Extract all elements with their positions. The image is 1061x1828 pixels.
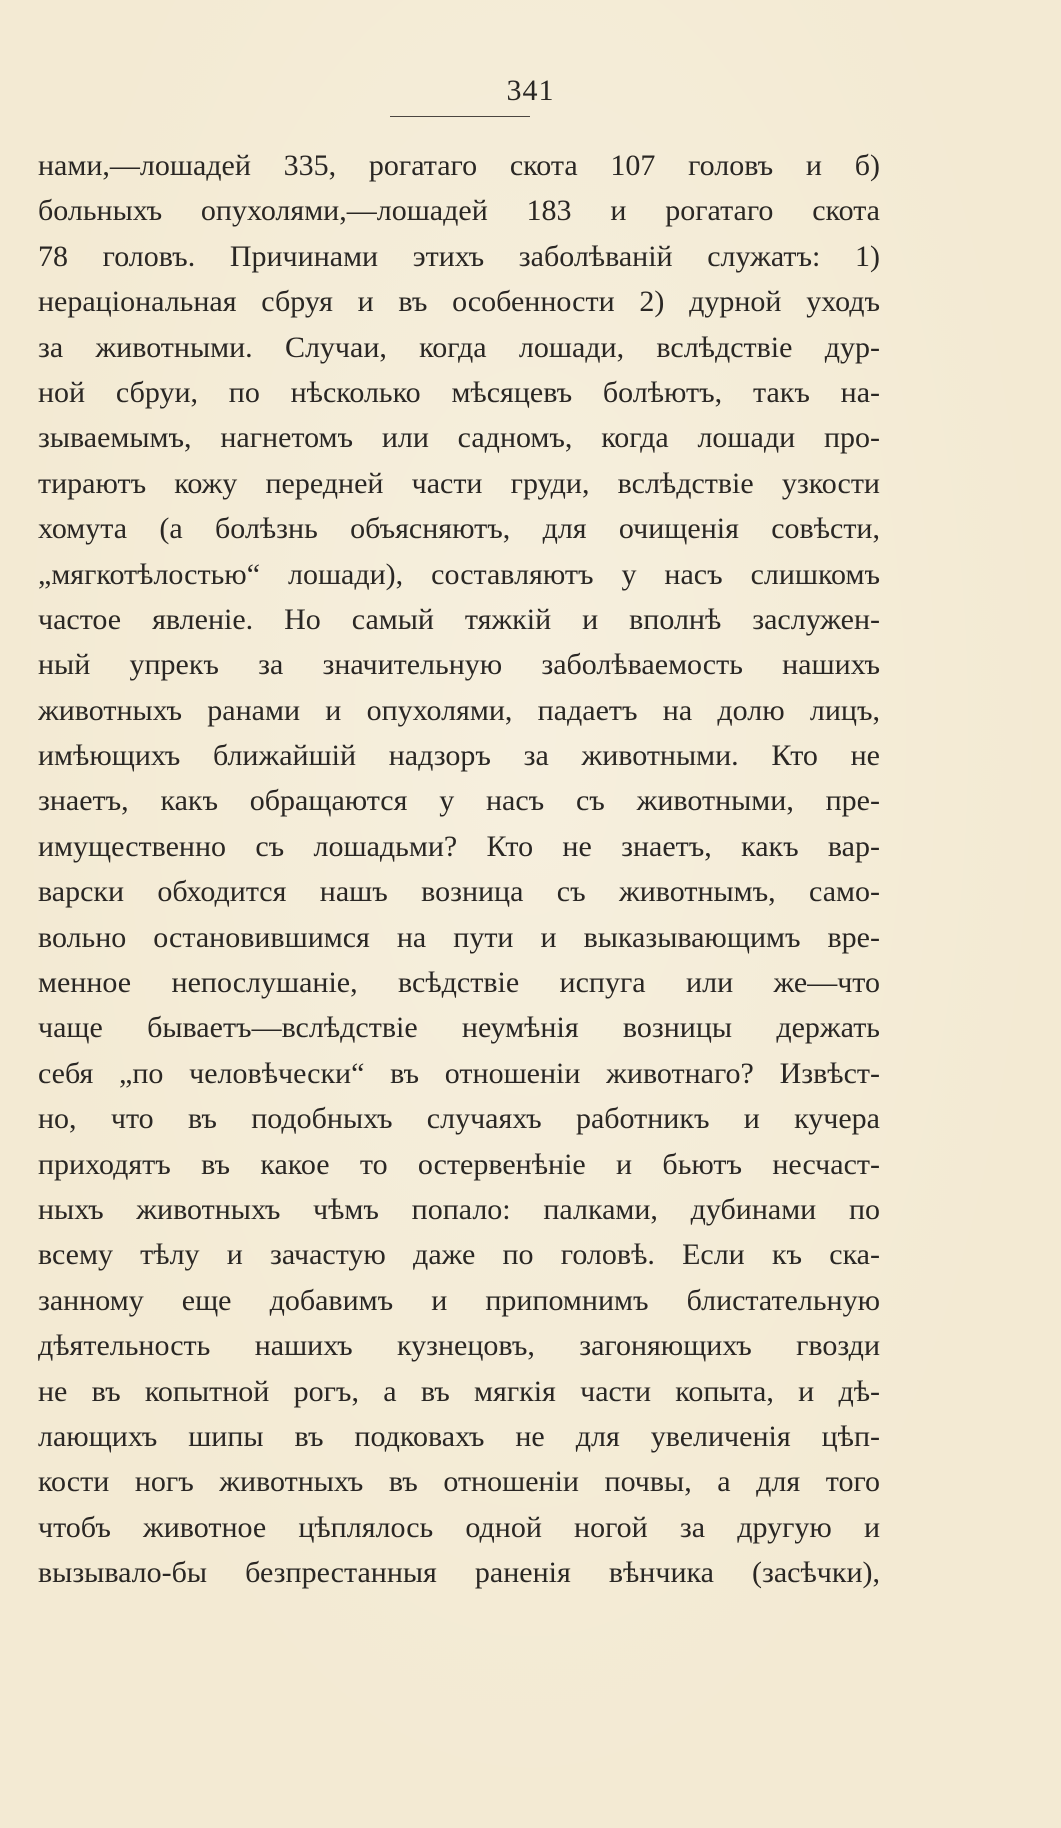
- text-line: частое явленіе. Но самый тяжкій и вполнѣ заслужен-: [38, 602, 880, 636]
- text-line: 78 головъ. Причинами этихъ заболѣваній служатъ: 1): [38, 239, 880, 273]
- text-line: но, что въ подобныхъ случаяхъ работникъ и кучера: [38, 1102, 880, 1136]
- text-line: чтобъ животное цѣплялось одной ногой за другую и: [38, 1510, 880, 1544]
- text-line: не въ копытной рогъ, а въ мягкія части копыта, и дѣ-: [38, 1374, 880, 1408]
- text-line: варски обходится нашъ возница съ животнымъ, само-: [38, 875, 880, 909]
- text-line: имѣющихъ ближайшій надзоръ за животными. Кто не: [38, 739, 880, 773]
- page-number-rule: [390, 116, 530, 117]
- body-text: [38, 143, 880, 1596]
- text-line: хомута (а болѣзнь объясняютъ, для очищенія совѣсти,: [38, 512, 880, 546]
- text-line: знаетъ, какъ обращаются у насъ съ животными, пре-: [38, 784, 880, 818]
- text-line: занному еще добавимъ и припомнимъ блистательную: [38, 1283, 880, 1317]
- text-line: тираютъ кожу передней части груди, вслѣдствіе узкости: [38, 466, 880, 500]
- page-number: 341: [506, 74, 555, 107]
- text-line: имущественно съ лошадьми? Кто не знаетъ, какъ вар-: [38, 829, 880, 863]
- text-line: кости ногъ животныхъ въ отношеніи почвы, а для того: [38, 1465, 880, 1499]
- text-line: лающихъ шипы въ подковахъ не для увеличенія цѣп-: [38, 1419, 880, 1453]
- text-line: всему тѣлу и зачастую даже по головѣ. Если къ ска-: [38, 1238, 880, 1272]
- text-line: себя „по человѣчески“ въ отношеніи животнаго? Извѣст-: [38, 1056, 880, 1090]
- text-line: приходятъ въ какое то остервенѣніе и бьютъ несчаст-: [38, 1147, 880, 1181]
- text-line: менное непослушаніе, всѣдствіе испуга или же—что: [38, 966, 880, 1000]
- text-line: дѣятельность нашихъ кузнецовъ, загоняющихъ гвозди: [38, 1329, 880, 1363]
- text-line: „мягкотѣлостью“ лошади), составляютъ у насъ слишкомъ: [38, 557, 880, 591]
- text-line: нераціональная сбруя и въ особенности 2) дурной уходъ: [38, 285, 880, 319]
- text-line: нами,—лошадей 335, рогатаго скота 107 головъ и б): [38, 149, 880, 182]
- text-line: ный упрекъ за значительную заболѣваемость нашихъ: [38, 648, 880, 682]
- text-line: животныхъ ранами и опухолями, падаетъ на долю лицъ,: [38, 693, 880, 727]
- text-line: вольно остановившимся на пути и выказывающимъ вре-: [38, 920, 880, 954]
- text-line: вызывало-бы безпрестанныя раненія вѣнчика (засѣчки),: [38, 1556, 880, 1590]
- text-line: больныхъ опухолями,—лошадей 183 и рогатаго скота: [38, 194, 880, 228]
- text-line: чаще бываетъ—вслѣдствіе неумѣнія возницы держать: [38, 1011, 880, 1045]
- text-line: за животными. Случаи, когда лошади, вслѣдствіе дур-: [38, 330, 880, 364]
- text-line: зываемымъ, нагнетомъ или садномъ, когда лошади про-: [38, 421, 880, 455]
- text-line: ныхъ животныхъ чѣмъ попало: палками, дубинами по: [38, 1192, 880, 1226]
- text-line: ной сбруи, по нѣсколько мѣсяцевъ болѣютъ, такъ на-: [38, 375, 880, 409]
